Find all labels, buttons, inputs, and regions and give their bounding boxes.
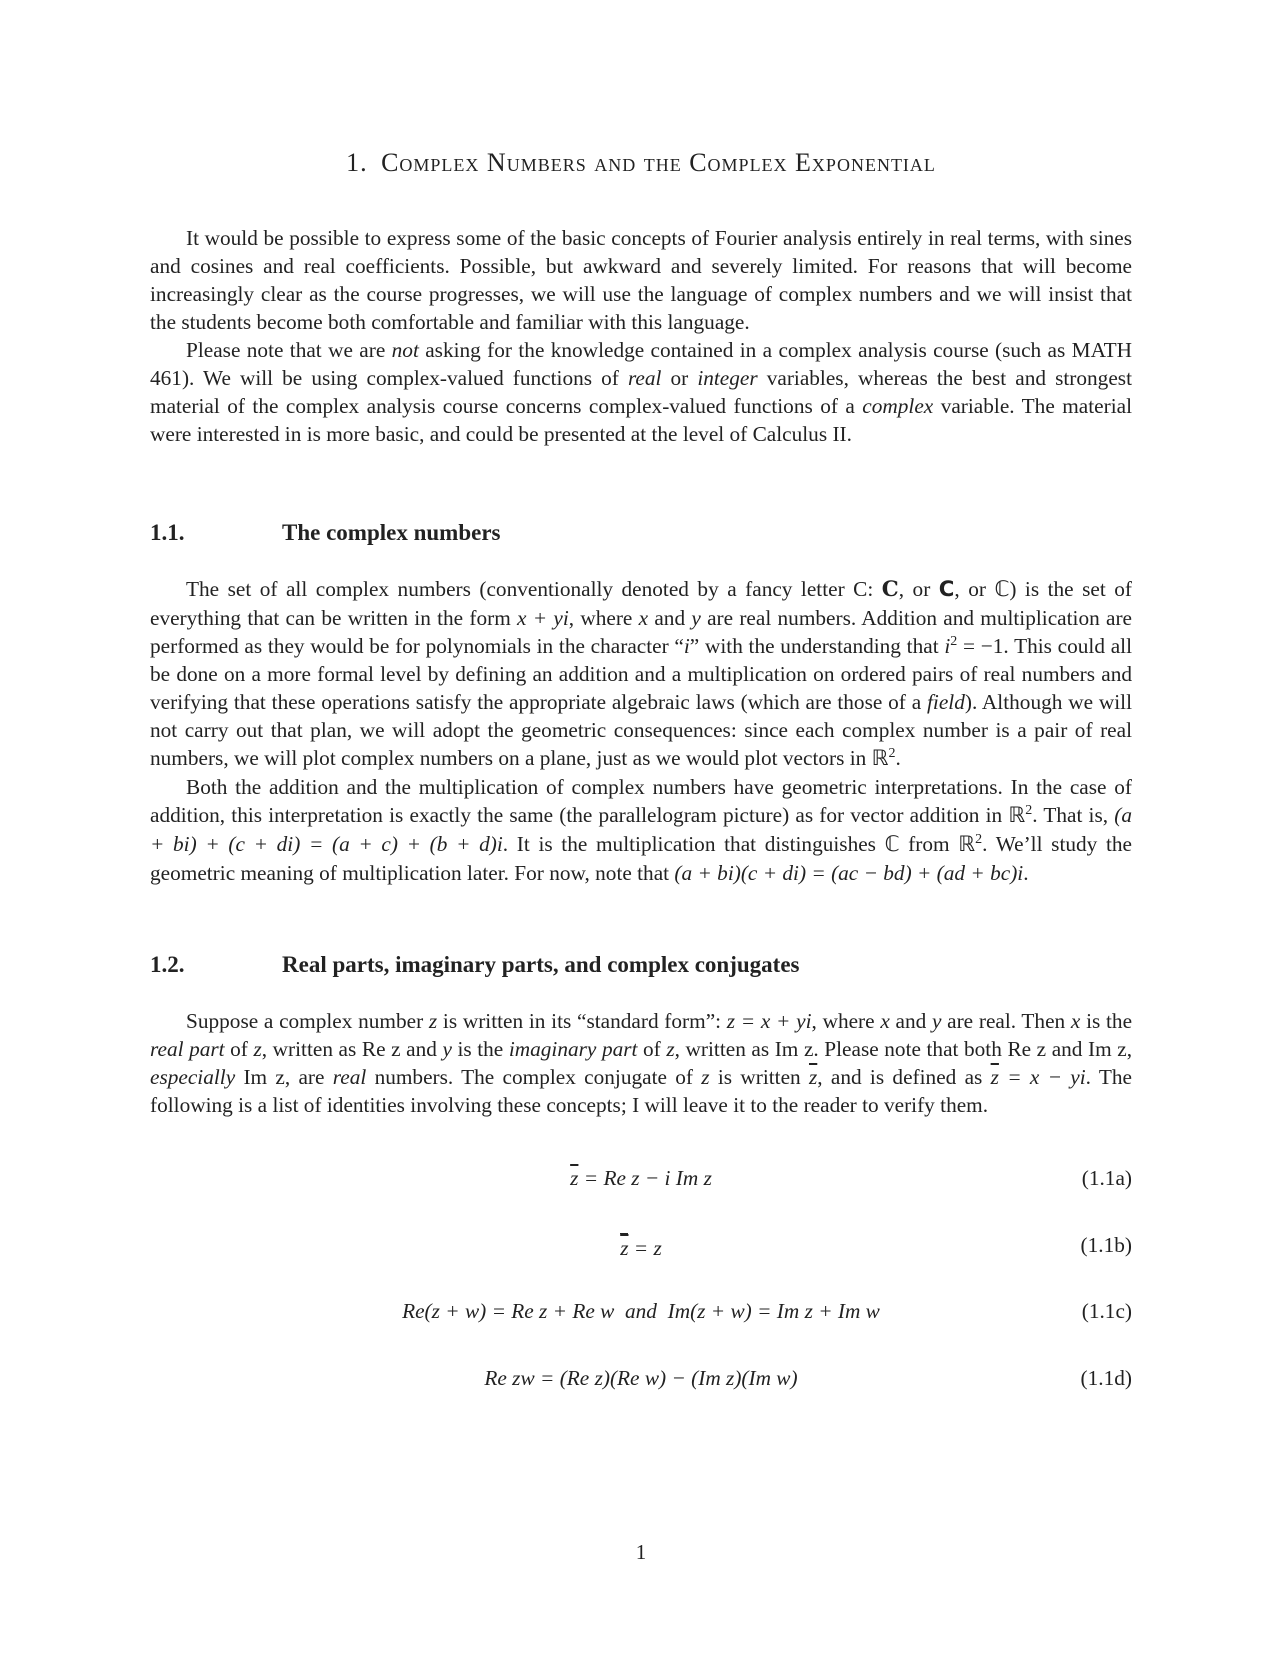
equation-tag: (1.1c) <box>1081 1299 1132 1323</box>
s12-paragraph-1: Suppose a complex number z is written in its “standard form”: z = x + yi, where x and y are real. Then x is the real part of z, written as Re z and y is the imaginary part of z, written as Im z. Please note that both Re z and Im z, especially Im z, are real numbers. The complex conjugate of z is written $\overline{z}$, and is defined as $\overline{z} = x$ − yi. The following is a list of identities involving these concepts; I will leave it to the reader to verify them. <box>150 1009 1133 1117</box>
section-heading-1-1 <box>150 520 501 546</box>
equation-tag: (1.1a) <box>1081 1166 1132 1190</box>
section-1-1-body <box>150 575 1132 887</box>
equation-body: $\overline{z} = Re$ z − i Im z <box>570 1166 712 1190</box>
chapter-number: 1. <box>346 148 368 177</box>
intro-block <box>150 224 1132 448</box>
section-number: 1.2. <box>150 952 185 977</box>
equation-tag: (1.1b) <box>1080 1233 1132 1257</box>
equation-tag: (1.1d) <box>1080 1366 1132 1390</box>
section-1-2-body <box>150 1007 1132 1119</box>
equation-1-1c <box>150 1299 1132 1331</box>
chapter-title <box>150 148 1132 178</box>
s11-paragraph-1: The set of all complex numbers (conventionally denoted by a fancy letter C: C, or C, or ℂ) is the set of everything that can be written in the form x + yi, where x and y are real numbers. Addition and multiplication are performed as they would be for polynomials in the character “i” with the understanding that $i^2 = -1$. This could all be done on a more formal level by defining an addition and a multiplication on ordered pairs of real numbers and verifying that these operations satisfy the appropriate algebraic laws (which are those of a field). Although we will not carry out that plan, we will adopt the geometric consequences: since each complex number is a pair of real numbers, we will plot complex numbers on a plane, just as we would plot vectors in ℝ$^2$. <box>150 577 1133 771</box>
equation-1-1b <box>150 1233 1132 1265</box>
section-title: Real parts, imaginary parts, and complex conjugates <box>282 952 800 977</box>
page-number: 1 <box>635 1540 647 1564</box>
equation-body: Re(z + w) = Re z + Re w and Im(z + w) = Im z + Im w <box>402 1299 880 1323</box>
section-number: 1.1. <box>150 520 185 545</box>
chapter-title-text: Complex Numbers and the Complex Exponential <box>381 148 936 177</box>
intro-paragraph-2: Please note that we are not asking for the knowledge contained in a complex analysis course (such as MATH 461). We will be using complex-valued functions of real or integer variables, whereas the best and strongest material of the complex analysis course concerns complex-valued functions of a complex variable. The material were interested in is more basic, and could be presented at the level of Calculus II. <box>150 338 1132 446</box>
section-heading-1-2 <box>150 952 799 978</box>
equation-body: $\overline{z} = z$ <box>150 1233 1132 1261</box>
intro-paragraph-1: It would be possible to express some of the basic concepts of Fourier analysis entirely in real terms, with sines and cosines and real coefficients. Possible, but awkward and severely limited. For reasons that will become increasingly clear as the course progresses, we will use the language of complex numbers and we will insist that the students become both comfortable and familiar with this language. <box>150 226 1132 334</box>
equation-1-1a <box>150 1166 1132 1198</box>
s11-paragraph-2: Both the addition and the multiplication of complex numbers have geometric interpretations. In the case of addition, this interpretation is exactly the same (the parallelogram picture) as for vector addition in ℝ$^2$. That is, (a + bi) + (c + di) = (a + c) + (b + d)i. It is the multiplication that distinguishes ℂ from ℝ$^2$. We’ll study the geometric meaning of multiplication later. For now, note that (a + bi)(c + di) = (ac − bd) + (ad + bc)i. <box>150 775 1133 885</box>
document-page <box>150 0 1132 1656</box>
equation-body: Re zw = (Re z)(Re w) − (Im z)(Im w) <box>484 1366 798 1390</box>
section-title: The complex numbers <box>282 520 501 545</box>
equation-1-1d <box>150 1366 1132 1398</box>
